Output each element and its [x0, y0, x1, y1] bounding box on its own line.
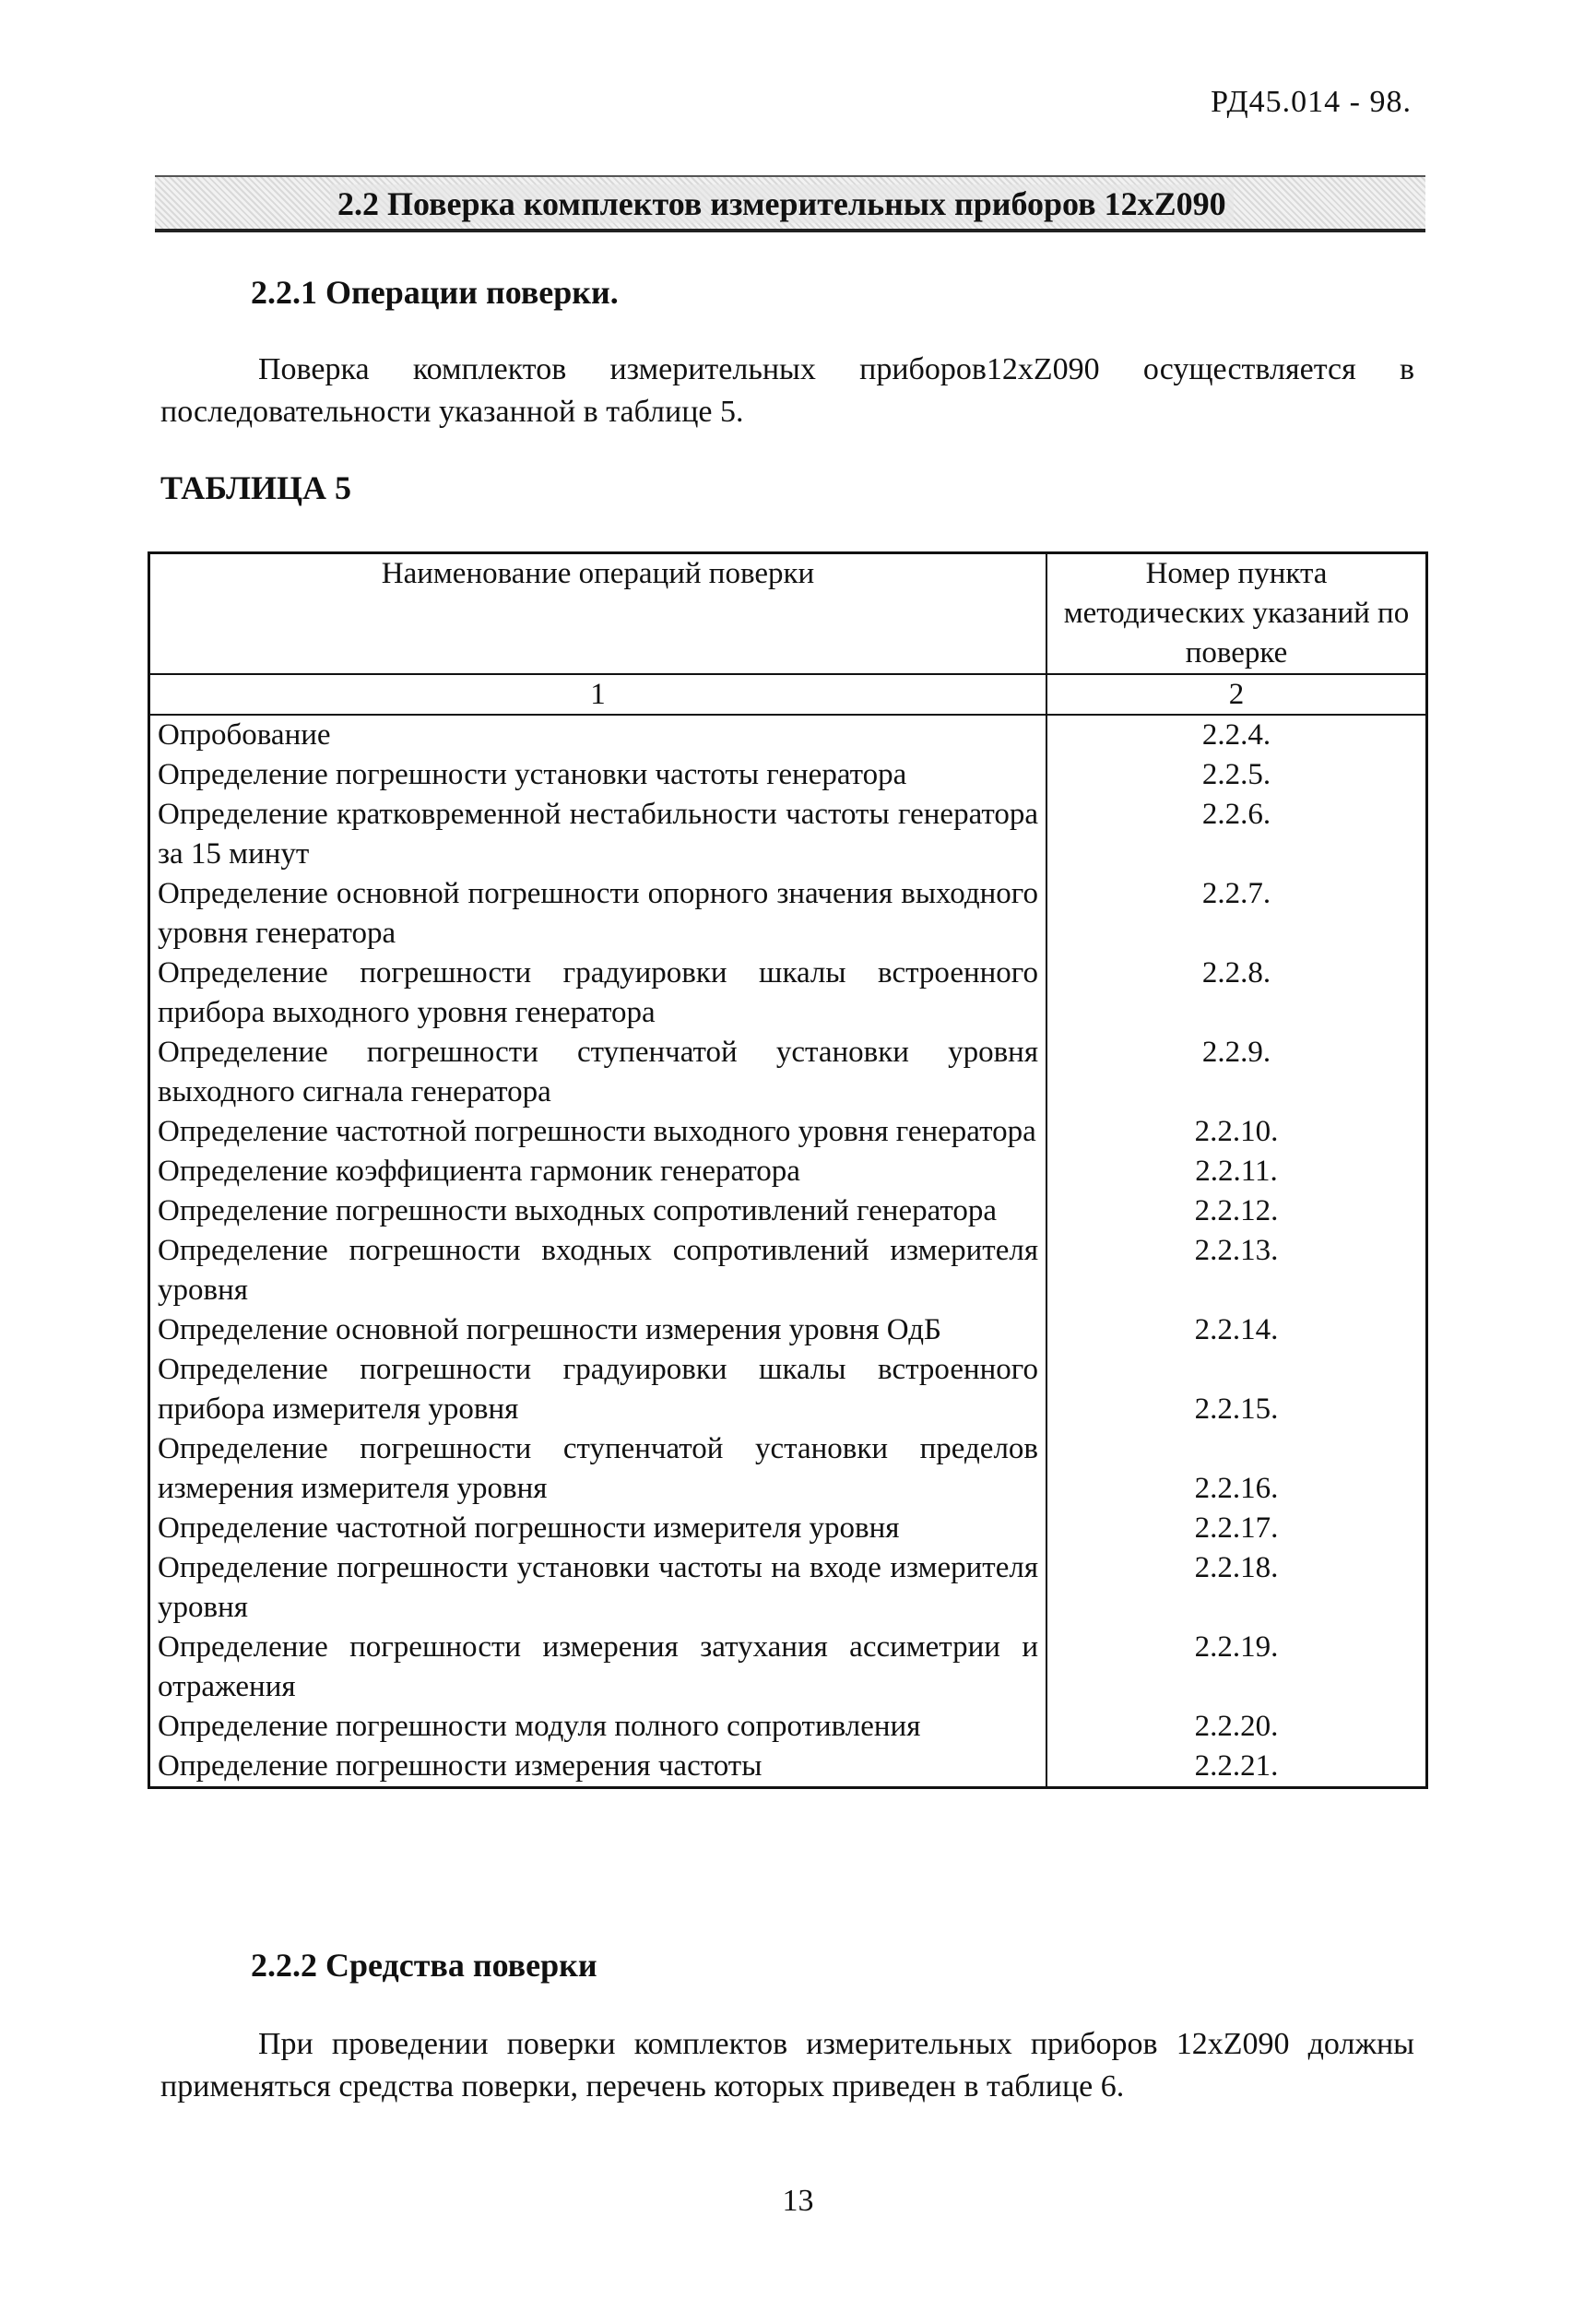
section-banner [155, 175, 1425, 232]
table-row [149, 1310, 1427, 1350]
table-row [149, 715, 1427, 755]
reference-cell: 2.2.20. [1046, 1707, 1427, 1747]
table-row [149, 1033, 1427, 1112]
reference-cell: 2.2.10. [1046, 1112, 1427, 1152]
header-operation-name: Наименование операций поверки [149, 553, 1047, 675]
reference-cell: 2.2.11. [1046, 1152, 1427, 1191]
operation-name-cell: Определение основной погрешности опорного значения выходного уровня генератора [149, 874, 1047, 954]
subsection-heading-tools: 2.2.2 Средства поверки [251, 1947, 597, 1984]
operation-name-cell: Определение погрешности входных сопротивлений измерителя уровня [149, 1231, 1047, 1310]
operation-name-cell: Определение погрешности модуля полного сопротивления [149, 1707, 1047, 1747]
operation-name-cell: Определение коэффициента гармоник генератора [149, 1152, 1047, 1191]
operation-name-cell: Определение частотной погрешности выходного уровня генератора [149, 1112, 1047, 1152]
header-reference: Номер пункта методических указаний по поверке [1046, 553, 1427, 675]
operation-name-cell: Определение погрешности выходных сопротивлений генератора [149, 1191, 1047, 1231]
operations-table [148, 551, 1428, 1789]
operation-name-cell: Определение погрешности установки частоты на входе измерителя уровня [149, 1548, 1047, 1628]
column-number-1: 1 [149, 674, 1047, 715]
reference-cell: 2.2.7. [1046, 874, 1427, 954]
operations-paragraph: Поверка комплектов измерительных приборов12хZ090 осуществляется в последовательности указанной в таблице 5. [160, 352, 1414, 429]
reference-cell: 2.2.12. [1046, 1191, 1427, 1231]
operation-name-cell: Определение погрешности ступенчатой установки уровня выходного сигнала генератора [149, 1033, 1047, 1112]
reference-cell: 2.2.4. [1046, 715, 1427, 755]
column-number-row [149, 674, 1427, 715]
reference-cell: 2.2.21. [1046, 1747, 1427, 1788]
table-title: ТАБЛИЦА 5 [160, 469, 351, 506]
reference-cell: 2.2.14. [1046, 1310, 1427, 1350]
table-row [149, 1548, 1427, 1628]
table-row [149, 1191, 1427, 1231]
reference-cell: 2.2.15. [1046, 1350, 1427, 1429]
table-row [149, 1707, 1427, 1747]
operation-name-cell: Определение основной погрешности измерения уровня ОдБ [149, 1310, 1047, 1350]
operation-name-cell: Определение погрешности измерения частоты [149, 1747, 1047, 1788]
reference-cell: 2.2.5. [1046, 755, 1427, 795]
section-title: 2.2 Поверка комплектов измерительных приборов 12хZ090 [330, 184, 1234, 223]
operation-name-cell: Определение погрешности градуировки шкалы встроенного прибора выходного уровня генератора [149, 954, 1047, 1033]
reference-cell: 2.2.17. [1046, 1509, 1427, 1548]
table-row [149, 795, 1427, 874]
reference-cell: 2.2.19. [1046, 1628, 1427, 1707]
operation-name-cell: Определение погрешности установки частоты генератора [149, 755, 1047, 795]
table-row [149, 1509, 1427, 1548]
table-row [149, 1350, 1427, 1429]
subsection-heading-operations: 2.2.1 Операции поверки. [251, 274, 619, 311]
table-header-row [149, 553, 1427, 675]
operation-name-cell: Опробование [149, 715, 1047, 755]
reference-cell: 2.2.6. [1046, 795, 1427, 874]
table-row [149, 1429, 1427, 1509]
tools-paragraph: При проведении поверки комплектов измерительных приборов 12хZ090 должны применяться средства поверки, перечень которых приведен в таблице 6. [160, 2027, 1414, 2103]
operation-name-cell: Определение кратковременной нестабильности частоты генератора за 15 минут [149, 795, 1047, 874]
operation-name-cell: Определение частотной погрешности измерителя уровня [149, 1509, 1047, 1548]
page-number: 13 [782, 2184, 814, 2218]
operation-name-cell: Определение погрешности ступенчатой установки пределов измерения измерителя уровня [149, 1429, 1047, 1509]
document-code: РД45.014 - 98. [1211, 85, 1412, 119]
table-row [149, 1231, 1427, 1310]
reference-cell: 2.2.13. [1046, 1231, 1427, 1310]
table-row [149, 755, 1427, 795]
reference-cell: 2.2.16. [1046, 1429, 1427, 1509]
operation-name-cell: Определение погрешности градуировки шкалы встроенного прибора измерителя уровня [149, 1350, 1047, 1429]
reference-cell: 2.2.18. [1046, 1548, 1427, 1628]
table-row [149, 954, 1427, 1033]
table-row [149, 1747, 1427, 1788]
operation-name-cell: Определение погрешности измерения затухания ассиметрии и отражения [149, 1628, 1047, 1707]
table-row [149, 874, 1427, 954]
reference-cell: 2.2.8. [1046, 954, 1427, 1033]
table-row [149, 1112, 1427, 1152]
reference-cell: 2.2.9. [1046, 1033, 1427, 1112]
table-row [149, 1628, 1427, 1707]
column-number-2: 2 [1046, 674, 1427, 715]
table-row [149, 1152, 1427, 1191]
